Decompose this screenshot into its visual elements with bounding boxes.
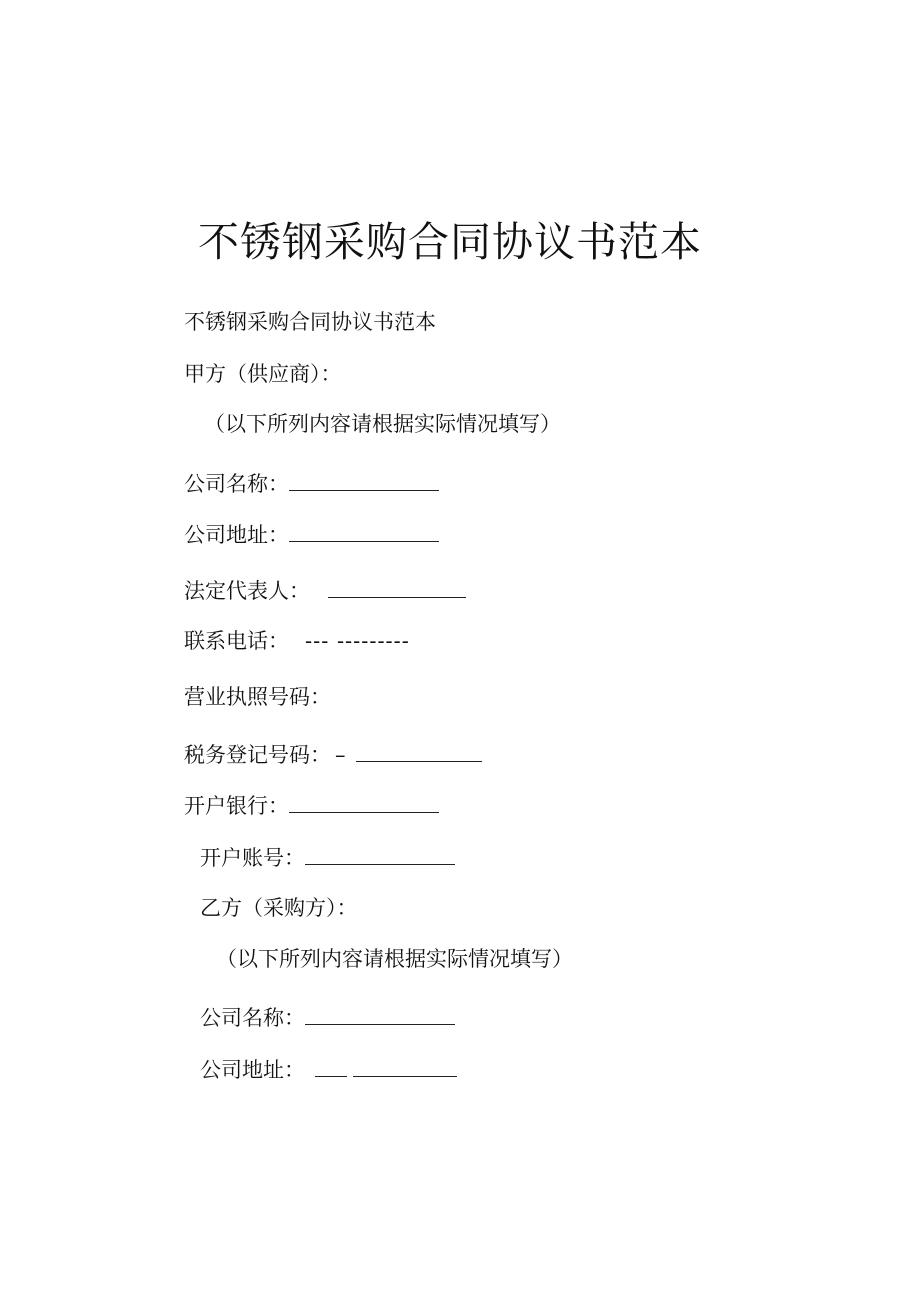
company-address-label: 公司地址： bbox=[184, 523, 289, 547]
legal-rep-blank[interactable] bbox=[328, 579, 466, 598]
tax-blank[interactable] bbox=[356, 743, 482, 762]
party-a-phone-row bbox=[184, 631, 410, 652]
legal-rep-label: 法定代表人： bbox=[184, 579, 310, 603]
party-a-tax-row bbox=[184, 743, 482, 766]
party-b-company-address-row bbox=[200, 1058, 457, 1081]
document-title: 不锈钢采购合同协议书范本 bbox=[198, 218, 702, 266]
party-a-bank-row bbox=[184, 794, 439, 817]
party-a-heading: 甲方（供应商）： bbox=[184, 362, 342, 386]
license-label: 营业执照号码： bbox=[184, 685, 331, 709]
document-subtitle: 不锈钢采购合同协议书范本 bbox=[184, 310, 436, 334]
bank-label: 开户银行： bbox=[184, 794, 289, 818]
account-blank[interactable] bbox=[305, 846, 455, 865]
company-name-label: 公司名称： bbox=[184, 472, 289, 496]
account-label: 开户账号： bbox=[200, 846, 305, 870]
company-address-blank-short[interactable] bbox=[315, 1058, 347, 1077]
company-name-label: 公司名称： bbox=[200, 1006, 305, 1030]
phone-value: --- --------- bbox=[305, 629, 410, 653]
company-address-label: 公司地址： bbox=[200, 1058, 305, 1082]
party-b-instruction: （以下所列内容请根据实际情况填写） bbox=[216, 947, 573, 971]
tax-label: 税务登记号码： bbox=[184, 743, 331, 767]
company-name-blank[interactable] bbox=[305, 1006, 455, 1025]
tax-prefix: – bbox=[335, 743, 346, 767]
company-address-blank[interactable] bbox=[289, 523, 439, 542]
company-name-blank[interactable] bbox=[289, 472, 439, 491]
company-address-blank[interactable] bbox=[353, 1058, 457, 1077]
party-a-legal-rep-row bbox=[184, 579, 466, 602]
party-b-heading: 乙方（采购方）： bbox=[200, 896, 358, 920]
party-b-company-name-row bbox=[200, 1006, 455, 1029]
party-a-company-address-row bbox=[184, 523, 439, 546]
party-a-instruction: （以下所列内容请根据实际情况填写） bbox=[204, 412, 561, 436]
bank-blank[interactable] bbox=[289, 794, 439, 813]
party-a-company-name-row bbox=[184, 472, 439, 495]
party-a-account-row bbox=[200, 846, 455, 869]
phone-label: 联系电话： bbox=[184, 629, 289, 653]
party-a-license-row bbox=[184, 687, 331, 708]
